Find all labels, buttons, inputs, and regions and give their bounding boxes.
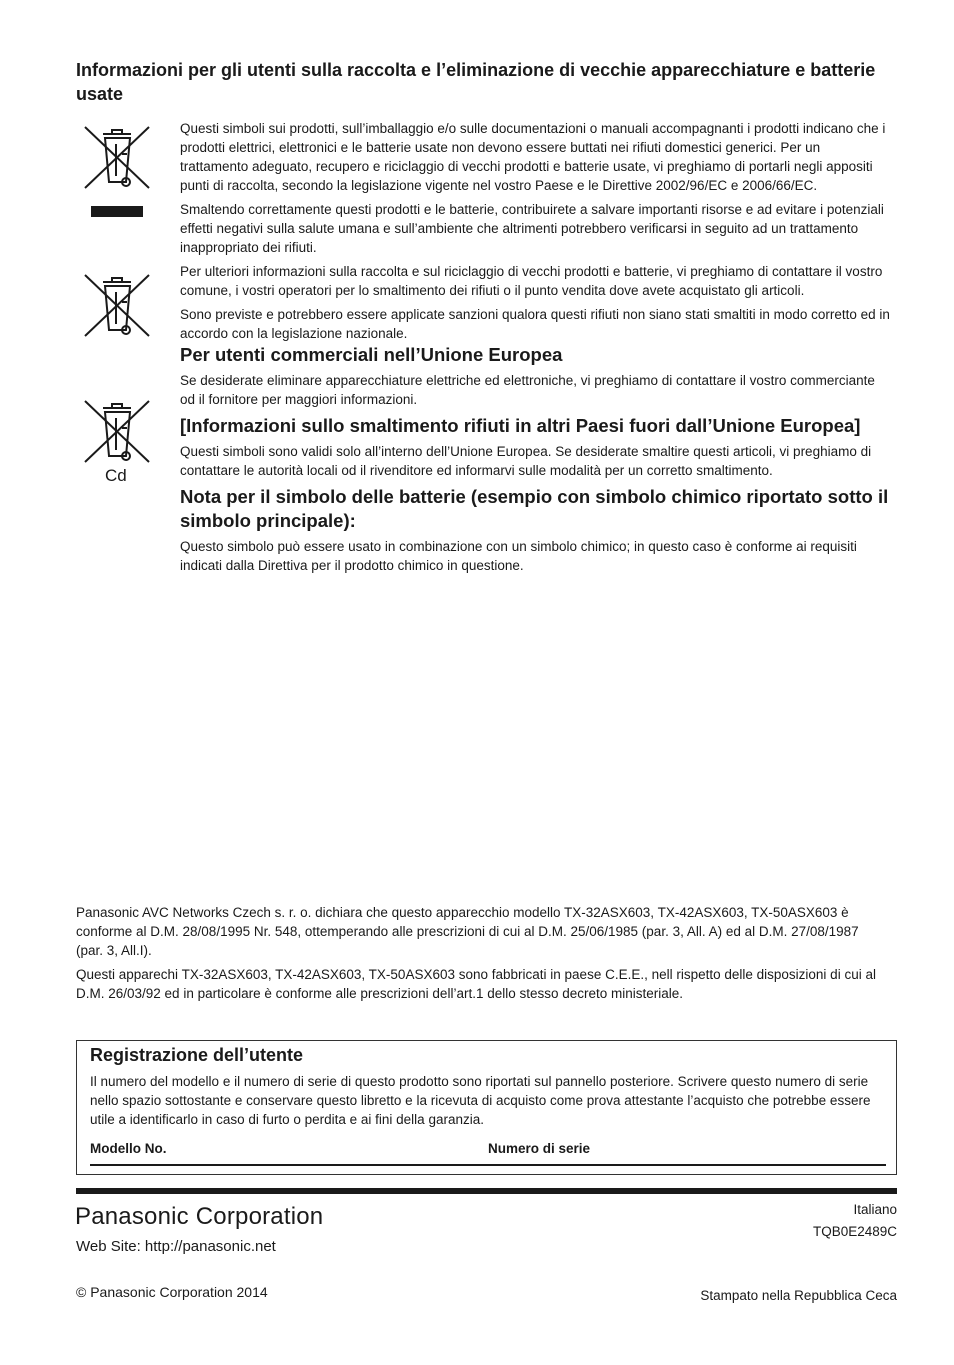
footer-divider bbox=[76, 1188, 897, 1194]
crossed-out-wheeled-bin-icon bbox=[82, 272, 152, 340]
model-number-label: Modello No. bbox=[90, 1141, 167, 1156]
chemical-symbol: Cd bbox=[105, 466, 127, 485]
page-title: Informazioni per gli utenti sulla raccolta e l’eliminazione di vecchie apparecchiature e batterie usate bbox=[76, 60, 876, 104]
serial-number-label: Numero di serie bbox=[488, 1141, 591, 1156]
paragraph: Panasonic AVC Networks Czech s. r. o. dichiara che questo apparecchio modello TX-32ASX603, TX-42ASX603, TX-50ASX603 è conforme al D.M. 28/08/1995 Nr. 548, ottemperando alle prescrizioni di cui al D.M. 25/06/1985 (par. 3, All. A) ed al D.M. 27/08/1987 (par. 3, All.I). bbox=[76, 905, 859, 958]
paragraph: Per ulteriori informazioni sulla raccolta e sul riciclaggio di vecchi prodotti e batterie, vi preghiamo di contattare il vostro comune, i vostri operatori per lo smaltimento dei rifiuti o il punto vendita dove avete acquistato gli articoli. bbox=[180, 264, 883, 298]
paragraph: Questi simboli sui prodotti, sull’imballaggio e/o sulle documentazioni o manuali accompagnanti i prodotti indicano che i prodotti elettrici, elettronici e le batterie usate non devono essere buttati nei rifiuti domestici generici. Per un trattamento adeguato, recupero e riciclaggio di vecchi prodotti e batterie usate, vi preghiamo di portarli negli appositi punti di raccolta, secondo la legislazione vigente nel vostro Paese e le Direttive 2002/96/EC e 2006/66/EC. bbox=[180, 121, 886, 193]
registration-title: Registrazione dell’utente bbox=[90, 1045, 304, 1065]
paragraph: Sono previste e potrebbero essere applicate sanzioni qualora questi rifiuti non siano stati smaltiti in modo corretto ed in accordo con la legislazione nazionale. bbox=[180, 307, 890, 341]
website-link[interactable]: Web Site: http://panasonic.net bbox=[76, 1238, 276, 1255]
crossed-out-wheeled-bin-icon bbox=[82, 124, 152, 220]
copyright: © Panasonic Corporation 2014 bbox=[76, 1284, 268, 1300]
brand-logo: Panasonic Corporation bbox=[75, 1203, 324, 1230]
recycling-info-content bbox=[180, 119, 892, 580]
paragraph: Smaltendo correttamente questi prodotti e le batterie, contribuirete a salvare importanti risorse e ad evitare i potenziali effetti negativi sulla salute umana e sull’ambiente che altrimenti potrebbero verificarsi in seguito ad un trattamento inappropriato dei rifiuti. bbox=[180, 202, 884, 255]
write-in-line bbox=[90, 1164, 886, 1166]
conformity-declaration bbox=[76, 903, 876, 1008]
section-heading-battery-note: Nota per il simbolo delle batterie (esempio con simbolo chimico riportato sotto il simbolo principale): bbox=[180, 486, 889, 531]
section-heading-outside-eu: [Informazioni sullo smaltimento rifiuti in altri Paesi fuori dall’Unione Europea] bbox=[180, 415, 861, 436]
paragraph: Questi apparechi TX-32ASX603, TX-42ASX603, TX-50ASX603 sono fabbricati in paese C.E.E., nell rispetto delle disposizioni di cui al D.M. 26/03/92 ed in particolare è conforme alle prescrizioni dell’art.1 dello stesso decreto ministeriale. bbox=[76, 967, 876, 1001]
language-label: Italiano bbox=[853, 1202, 897, 1217]
printed-in: Stampato nella Repubblica Ceca bbox=[700, 1288, 897, 1303]
paragraph: Se desiderate eliminare apparecchiature elettriche ed elettroniche, vi preghiamo di contattare il vostro commerciante od il fornitore per maggiori informazioni. bbox=[180, 373, 875, 407]
paragraph: Questi simboli sono validi solo all’interno dell’Unione Europea. Se desiderate smaltire questi articoli, vi preghiamo di contattare le autorità locali od il rivenditore ed informarvi sulle modalità per un corretto smaltimento. bbox=[180, 444, 872, 478]
registration-text: Il numero del modello e il numero di serie di questo prodotto sono riportati sul pannello posteriore. Scrivere questo numero di serie nello spazio sottostante e conservare questo libretto e la ricevuta di acquisto come prova attestante l’acquisto che potrebbe essere utile a identificarlo in caso di furto o perdita e ai fini della garanzia. bbox=[90, 1074, 871, 1127]
document-code: TQB0E2489C bbox=[812, 1224, 897, 1239]
paragraph: Questo simbolo può essere usato in combinazione con un simbolo chimico; in questo caso è conforme ai requisiti indicati dalla Direttiva per il prodotto chimico in questione. bbox=[180, 539, 857, 573]
section-heading-commercial: Per utenti commerciali nell’Unione Europea bbox=[180, 344, 563, 365]
crossed-out-wheeled-bin-icon bbox=[82, 398, 152, 466]
user-registration-box bbox=[76, 1040, 897, 1175]
